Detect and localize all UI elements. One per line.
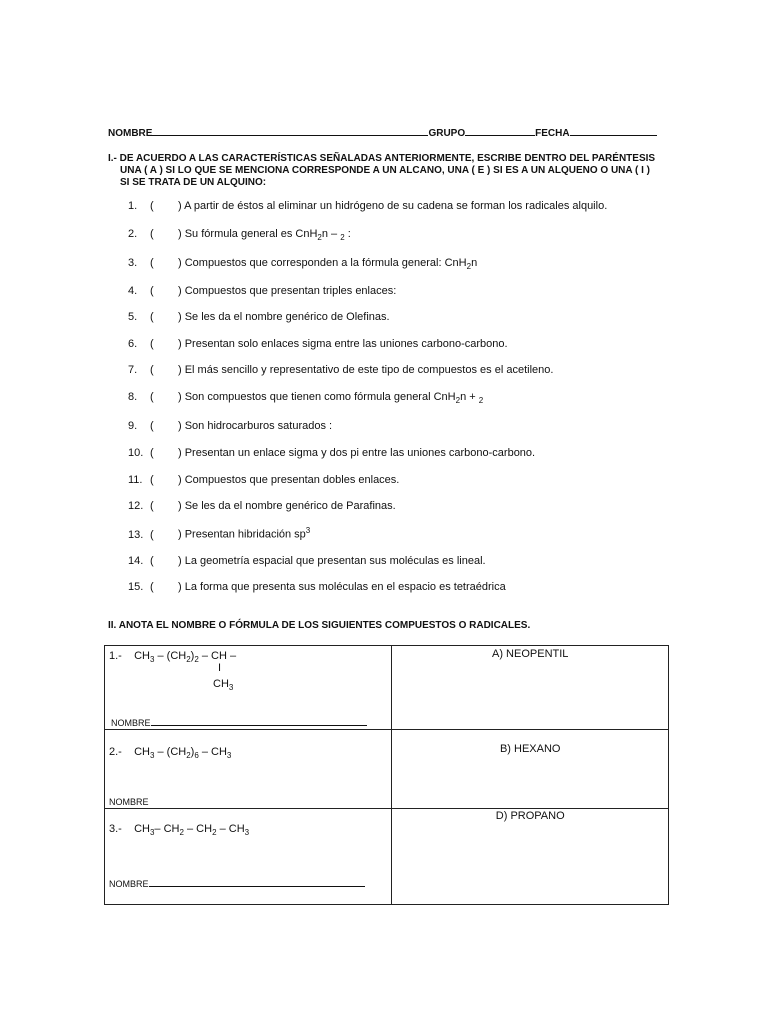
subscript: 2 <box>212 828 217 838</box>
item-text: ) Presentan hibridación sp <box>178 528 306 541</box>
subscript: 3 <box>149 751 155 761</box>
instructions-line1: I.- DE ACUERDO A LAS CARACTERÍSTICAS SEÑALADAS ANTERIORMENTE, ESCRIBE DENTRO DEL PARÉNTESIS <box>108 153 656 164</box>
formula-text: – CH <box>198 746 227 758</box>
instructions-line2: UNA ( A ) SI LO QUE SE MENCIONA CORRESPONDE A UN ALCANO, UNA ( E ) SI ES A UN ALQUENO O UNA ( I ) <box>120 165 651 176</box>
answer-paren[interactable]: ( <box>150 581 154 593</box>
nombre-answer <box>111 716 367 728</box>
answer-line[interactable] <box>149 877 365 887</box>
section-two-title: II. ANOTA EL NOMBRE O FÓRMULA DE LOS SIGUIENTES COMPUESTOS O RADICALES. <box>108 620 531 631</box>
question-item <box>128 555 486 567</box>
bond-bar: I <box>218 662 222 674</box>
formula-text: – (CH <box>154 650 187 662</box>
item-text: ) La geometría espacial que presentan sus moléculas es lineal. <box>178 555 486 567</box>
compound-name: D) PROPANO <box>495 810 565 822</box>
subscript: 2 <box>186 751 191 761</box>
subscript: 3 <box>226 751 232 761</box>
subscript: 3 <box>149 655 155 665</box>
item-text: ) Presentan solo enlaces sigma entre las uniones carbono-carbono. <box>178 338 508 350</box>
answer-paren[interactable]: ( <box>150 391 154 403</box>
formula-text: ) <box>190 746 195 758</box>
formula-text: – CH – <box>198 650 237 662</box>
row-number: 2.- <box>109 746 122 758</box>
item-number: 6. <box>128 338 138 350</box>
question-item <box>128 364 553 376</box>
question-item <box>128 228 351 242</box>
answer-paren[interactable]: ( <box>150 555 154 567</box>
formula-cell <box>105 730 392 809</box>
branch-ch3 <box>213 678 233 692</box>
formula-text: CH <box>134 746 150 758</box>
answer-paren[interactable]: ( <box>150 364 154 376</box>
formula-text: CH <box>134 650 150 662</box>
answer-line[interactable] <box>151 716 367 726</box>
item-text: ) Compuestos que presentan triples enlaces: <box>178 285 397 297</box>
compound-name: A) NEOPENTIL <box>492 648 569 660</box>
formula-text: – (CH <box>154 746 187 758</box>
grupo-line[interactable] <box>465 126 535 136</box>
row-number: 1.- <box>109 650 122 662</box>
item-text: ) Se les da el nombre genérico de Olefinas. <box>178 311 390 323</box>
question-item <box>128 391 483 405</box>
answer-paren[interactable]: ( <box>150 420 154 432</box>
fecha-label: FECHA <box>535 128 570 139</box>
superscript: 3 <box>305 526 311 535</box>
item-number: 2. <box>128 228 138 240</box>
question-item <box>128 447 535 459</box>
item-text: n + <box>460 391 479 403</box>
item-text: ) A partir de éstos al eliminar un hidrógeno de su cadena se forman los radicales alquilo. <box>178 200 608 212</box>
item-number: 1. <box>128 200 138 212</box>
item-text: : <box>344 228 351 240</box>
item-number: 13. <box>128 528 144 541</box>
formula-cell <box>105 646 392 730</box>
answer-paren[interactable]: ( <box>150 228 154 240</box>
name-cell <box>392 646 669 730</box>
answer-paren[interactable]: ( <box>150 447 154 459</box>
answer-paren[interactable]: ( <box>150 311 154 323</box>
question-item <box>128 420 332 432</box>
nombre-answer <box>109 877 365 889</box>
item-text: ) Presentan un enlace sigma y dos pi entre las uniones carbono-carbono. <box>178 447 536 459</box>
formula-text: – CH <box>216 823 245 835</box>
question-item <box>128 338 508 350</box>
subscript: 3 <box>244 828 250 838</box>
subscript: 2 <box>455 396 461 406</box>
question-item <box>128 257 477 271</box>
name-cell <box>392 809 669 905</box>
item-number: 3. <box>128 257 138 269</box>
item-number: 10. <box>128 447 144 459</box>
answer-paren[interactable]: ( <box>150 285 154 297</box>
question-item <box>128 285 396 297</box>
item-text: ) Compuestos que corresponden a la fórmula general: CnH <box>178 257 467 269</box>
item-text: ) Compuestos que presentan dobles enlaces. <box>178 474 400 486</box>
nombre-label: NOMBRE <box>111 718 151 728</box>
subscript: 3 <box>228 683 234 693</box>
question-item <box>128 526 310 541</box>
item-number: 4. <box>128 285 138 297</box>
formula-text: – CH <box>154 823 180 835</box>
question-item <box>128 200 607 212</box>
item-number: 7. <box>128 364 138 376</box>
question-item <box>128 581 506 593</box>
question-item <box>128 474 399 486</box>
question-item <box>128 311 390 323</box>
item-number: 5. <box>128 311 138 323</box>
nombre-label: NOMBRE <box>109 797 149 807</box>
nombre-label: NOMBRE <box>109 879 149 889</box>
item-text: ) Su fórmula general es CnH <box>178 228 318 240</box>
instructions-line3: SI SE TRATA DE UN ALQUINO: <box>120 177 267 188</box>
compound-name: B) HEXANO <box>499 743 561 755</box>
item-number: 9. <box>128 420 138 432</box>
subscript: 2 <box>478 396 484 406</box>
item-number: 15. <box>128 581 144 593</box>
question-item <box>128 500 396 512</box>
subscript: 2 <box>179 828 184 838</box>
row-number: 3.- <box>109 823 122 835</box>
subscript: 2 <box>317 233 322 243</box>
table-row <box>105 646 669 730</box>
formula-text: – CH <box>183 823 213 835</box>
formula-text: CH <box>134 823 150 835</box>
item-text: ) La forma que presenta sus moléculas en el espacio es tetraédrica <box>178 581 506 593</box>
name-cell <box>392 730 669 809</box>
formula-text: ) <box>190 650 195 662</box>
formula-3 <box>109 823 249 837</box>
item-text: ) El más sencillo y representativo de este tipo de compuestos es el acetileno. <box>178 364 554 376</box>
item-text: ) Se les da el nombre genérico de Parafinas. <box>178 500 396 512</box>
compounds-table <box>104 645 669 905</box>
nombre-label: NOMBRE <box>108 128 153 139</box>
item-number: 8. <box>128 391 138 403</box>
subscript: 2 <box>186 655 191 665</box>
subscript: 2 <box>194 655 199 665</box>
formula-cell <box>105 809 392 905</box>
subscript: 2 <box>340 233 345 243</box>
header-row <box>108 126 668 139</box>
answer-paren[interactable]: ( <box>150 257 154 269</box>
answer-paren[interactable]: ( <box>150 200 154 212</box>
formula-2 <box>109 746 231 760</box>
instructions <box>108 153 670 189</box>
item-number: 11. <box>128 474 143 486</box>
answer-paren[interactable]: ( <box>150 474 154 486</box>
item-text: ) Son hidrocarburos saturados : <box>178 420 333 432</box>
answer-paren[interactable]: ( <box>150 338 154 350</box>
item-text: n – <box>321 228 341 240</box>
item-text: n <box>471 257 478 269</box>
fecha-line[interactable] <box>570 126 657 136</box>
item-number: 14. <box>128 555 144 567</box>
table-row <box>105 730 669 809</box>
answer-paren[interactable]: ( <box>150 528 154 541</box>
formula-text: CH <box>213 678 229 690</box>
table-row <box>105 809 669 905</box>
nombre-line[interactable] <box>152 126 428 136</box>
item-text: ) Son compuestos que tienen como fórmula general CnH <box>178 391 456 403</box>
grupo-label: GRUPO <box>428 128 466 139</box>
subscript: 3 <box>149 828 155 838</box>
answer-paren[interactable]: ( <box>150 500 154 512</box>
subscript: 2 <box>466 262 472 272</box>
item-number: 12. <box>128 500 144 512</box>
subscript: 6 <box>194 751 199 761</box>
